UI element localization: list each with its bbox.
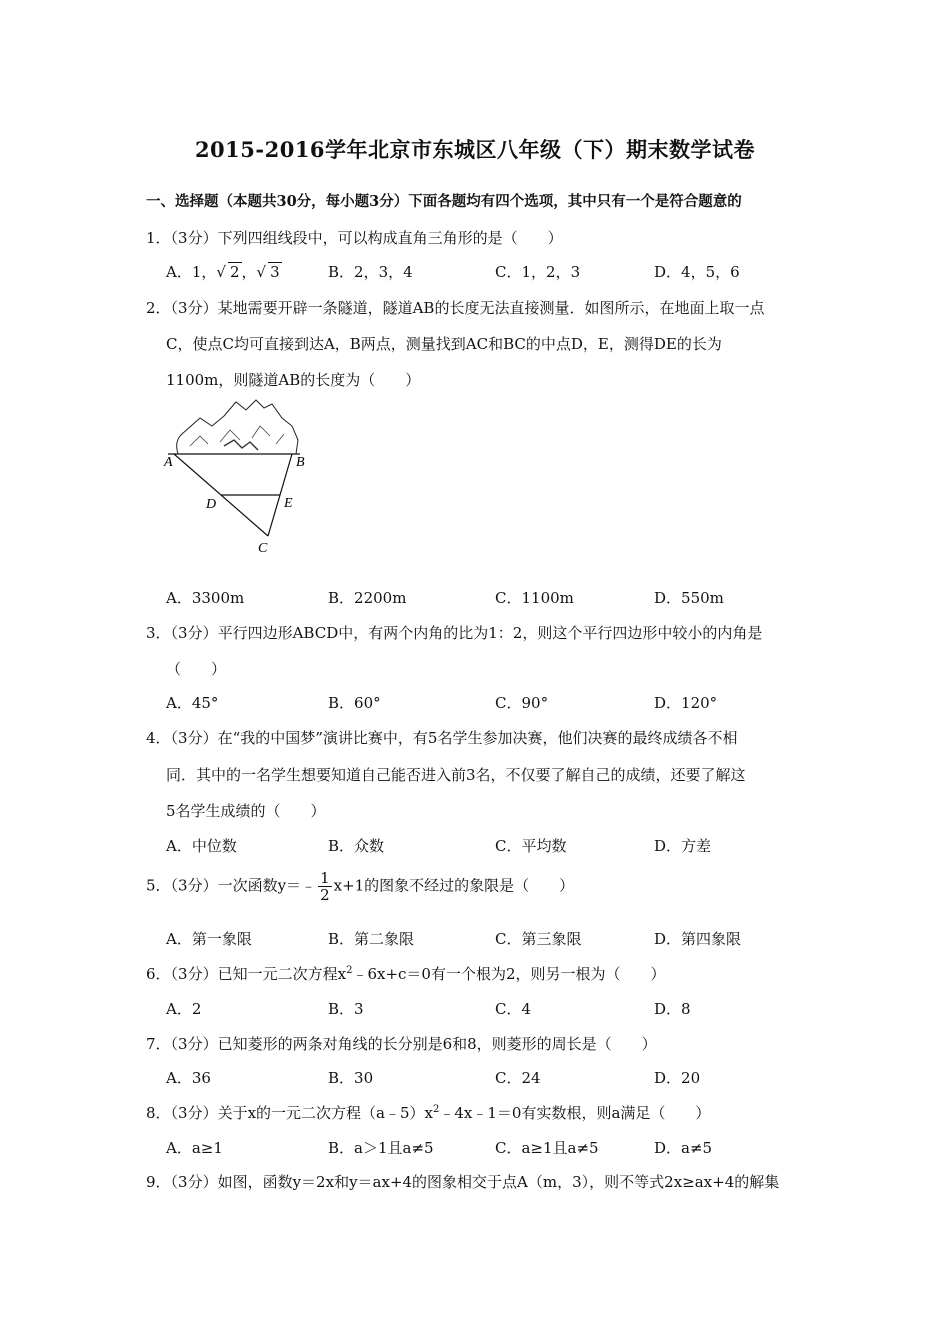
q6-option-a: A．2 [166,1000,202,1018]
q6-option-d: D．8 [654,1000,691,1018]
q6-exponent: 2 [346,965,353,976]
q4-option-a: A．中位数 [166,837,237,855]
q7-option-a: A．36 [166,1069,211,1087]
q3-line1: 3．（3分）平行四边形ABCD中，有两个内角的比为1：2，则这个平行四边形中较小的内角是 [146,624,763,642]
q1-option-a [166,261,282,282]
q3-option-d: D．120° [654,694,718,712]
q1-option-a-sep: ， [241,263,257,281]
tunnel-figure [160,396,320,566]
q7-option-c: C．24 [495,1069,541,1087]
q9-line1: 9．（3分）如图，函数y＝2x和y＝ax+4的图象相交于点A（m，3），则不等式2x≥ax+4的解集 [146,1173,780,1191]
mountain-icon [177,400,298,454]
q1-option-a-root1: 2 [229,263,240,281]
q4-option-d: D．方差 [654,837,712,855]
q1-option-c: C．1，2，3 [495,263,581,281]
label-c: C [258,541,268,556]
q8-option-d: D．a≠5 [654,1139,713,1157]
q4-line1: 4．（3分）在“我的中国梦”演讲比赛中，有5名学生参加决赛，他们决赛的最终成绩各不相 [146,729,738,747]
q6-option-b: B．3 [328,1000,364,1018]
q2-line3: 1100m，则隧道AB的长度为（ ） [166,371,421,389]
q7-option-b: B．30 [328,1069,374,1087]
q6-option-c: C．4 [495,1000,532,1018]
q8-stem-pre: 8．（3分）关于x的一元二次方程（a﹣5）x [146,1104,433,1122]
q1-option-d: D．4，5，6 [654,263,740,281]
q1-option-a-root2: 3 [270,263,280,281]
q6-stem-pre: 6．（3分）已知一元二次方程x [146,965,347,983]
q5-option-b: B．第二象限 [328,930,415,948]
q1-stem: 1．（3分）下列四组线段中，可以构成直角三角形的是（ ） [146,229,563,247]
q4-line3: 5名学生成绩的（ ） [166,802,326,820]
q5-option-d: D．第四象限 [654,930,742,948]
q2-option-a: A．3300m [166,589,245,607]
q5-option-c: C．第三象限 [495,930,582,948]
q5-stem [146,870,574,903]
q7-stem: 7．（3分）已知菱形的两条对角线的长分别是6和8，则菱形的周长是（ ） [146,1035,657,1053]
section-heading: 一、选择题（本题共30分，每小题3分）下面各题均有四个选项，其中只有一个是符合题意的 [146,193,742,210]
q2-option-b: B．2200m [328,589,407,607]
q2-line2: C，使点C均可直接到达A，B两点，测量找到AC和BC的中点D，E，测得DE的长为 [166,335,722,353]
q5-stem-pre: 5．（3分）一次函数y＝﹣ [146,876,317,895]
q8-option-c: C．a≥1且a≠5 [495,1139,599,1157]
q2-line1: 2．（3分）某地需要开辟一条隧道，隧道AB的长度无法直接测量．如图所示，在地面上取一点 [146,299,765,317]
q6-stem-post: ﹣6x+c＝0有一个根为2，则另一根为（ ） [352,965,666,983]
label-d: D [206,497,217,512]
sqrt-symbol-icon: √ [256,263,267,281]
sqrt-symbol-icon: √ [216,263,226,281]
q3-line2: （ ） [166,660,227,678]
q8-stem-post: ﹣4x﹣1＝0有实数根，则a满足（ ） [439,1104,711,1122]
q3-option-c: C．90° [495,694,549,712]
q6-stem [146,963,666,984]
q2-option-d: D．550m [654,589,724,607]
q8-exponent: 2 [433,1104,440,1115]
q4-option-b: B．众数 [328,837,385,855]
fraction-one-half [318,870,332,903]
q2-option-c: C．1100m [495,589,574,607]
q1-option-b: B．2，3，4 [328,263,413,281]
q5-option-a: A．第一象限 [166,930,252,948]
q8-option-b: B．a＞1且a≠5 [328,1139,434,1157]
label-e: E [284,496,293,511]
q1-option-a-label: A．1， [166,263,217,281]
q8-option-a: A．a≥1 [166,1139,223,1157]
label-a: A [164,455,173,470]
q3-option-b: B．60° [328,694,381,712]
q3-option-a: A．45° [166,694,219,712]
q4-option-c: C．平均数 [495,837,567,855]
fraction-numerator: 1 [320,869,330,887]
q4-line2: 同．其中的一名学生想要知道自己能否进入前3名，不仅要了解自己的成绩，还要了解这 [166,766,746,784]
q7-option-d: D．20 [654,1069,701,1087]
fraction-denominator: 2 [320,886,330,904]
label-b: B [296,455,305,470]
q5-stem-post: x+1的图象不经过的象限是（ ） [333,876,575,895]
page-title: 2015-2016学年北京市东城区八年级（下）期末数学试卷 [194,137,756,162]
q8-stem [146,1102,710,1123]
